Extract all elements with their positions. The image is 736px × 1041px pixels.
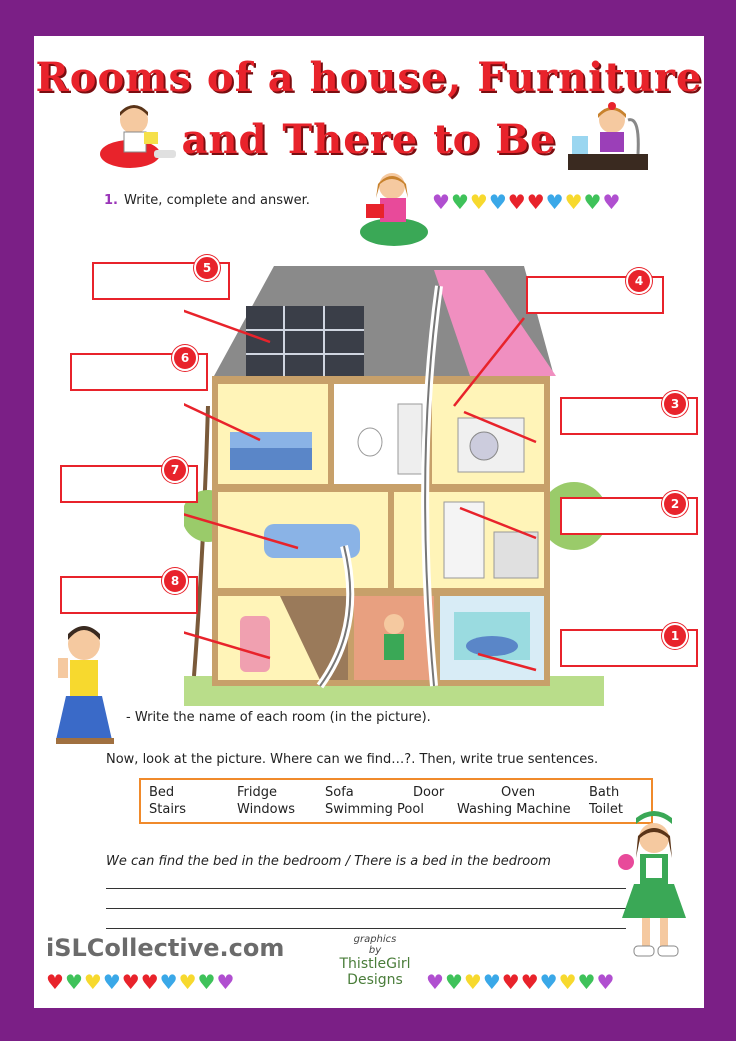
credit-line-1: graphics <box>353 934 397 945</box>
instruction-1-number: 1. <box>104 193 118 208</box>
writing-line-3[interactable] <box>106 928 626 929</box>
girl-sitting-illustration <box>356 168 432 248</box>
writing-line-2[interactable] <box>106 908 626 909</box>
word-oven: Oven <box>501 785 536 800</box>
label-number-6: 6 <box>172 345 198 371</box>
label-number-4: 4 <box>626 268 652 294</box>
credit-line-3: ThistleGirl <box>339 956 411 972</box>
hearts-decoration-top: ♥♥♥♥♥♥♥♥♥♥ <box>432 190 622 214</box>
boy-reading-illustration <box>96 98 180 170</box>
word-washing-machine: Washing Machine <box>457 802 571 817</box>
title-line-1: Rooms of a house, Furniture <box>35 54 703 101</box>
label-number-3: 3 <box>662 391 688 417</box>
word-stairs: Stairs <box>149 802 187 817</box>
label-number-1: 1 <box>662 623 688 649</box>
word-swimming-pool: Swimming Pool <box>325 802 424 817</box>
example-sentence: We can find the bed in the bedroom / There is a bed in the bedroom <box>106 854 551 869</box>
islcollective-logo: iSLCollective.com <box>46 934 285 962</box>
hearts-decoration-bottom-right: ♥♥♥♥♥♥♥♥♥♥ <box>426 970 616 994</box>
instruction-3: Now, look at the picture. Where can we find…?. Then, write true sentences. <box>106 752 599 767</box>
word-door: Door <box>413 785 445 800</box>
word-fridge: Fridge <box>237 785 277 800</box>
credit-line-2: by <box>368 945 382 956</box>
house-illustration <box>184 246 604 706</box>
instruction-1 <box>104 193 310 208</box>
word-sofa: Sofa <box>325 785 354 800</box>
label-number-2: 2 <box>662 491 688 517</box>
title-line-2: and There to Be <box>181 116 557 163</box>
word-windows: Windows <box>237 802 296 817</box>
boy-peace-illustration <box>50 622 120 746</box>
girl-washing-illustration <box>566 98 650 174</box>
writing-line-1[interactable] <box>106 888 626 889</box>
word-toilet: Toilet <box>589 802 624 817</box>
word-bed: Bed <box>149 785 175 800</box>
instruction-2: - Write the name of each room (in the picture). <box>126 710 431 725</box>
girl-cheerleader-illustration <box>612 810 696 960</box>
label-number-8: 8 <box>162 568 188 594</box>
worksheet-page <box>34 36 704 1008</box>
label-number-7: 7 <box>162 457 188 483</box>
instruction-1-text: Write, complete and answer. <box>123 193 310 208</box>
thistlegirl-credit <box>330 934 420 988</box>
credit-line-4: Designs <box>347 972 403 988</box>
word-bank <box>139 778 653 824</box>
word-bath: Bath <box>589 785 620 800</box>
hearts-decoration-bottom-left: ♥♥♥♥♥♥♥♥♥♥ <box>46 970 236 994</box>
label-number-5: 5 <box>194 255 220 281</box>
